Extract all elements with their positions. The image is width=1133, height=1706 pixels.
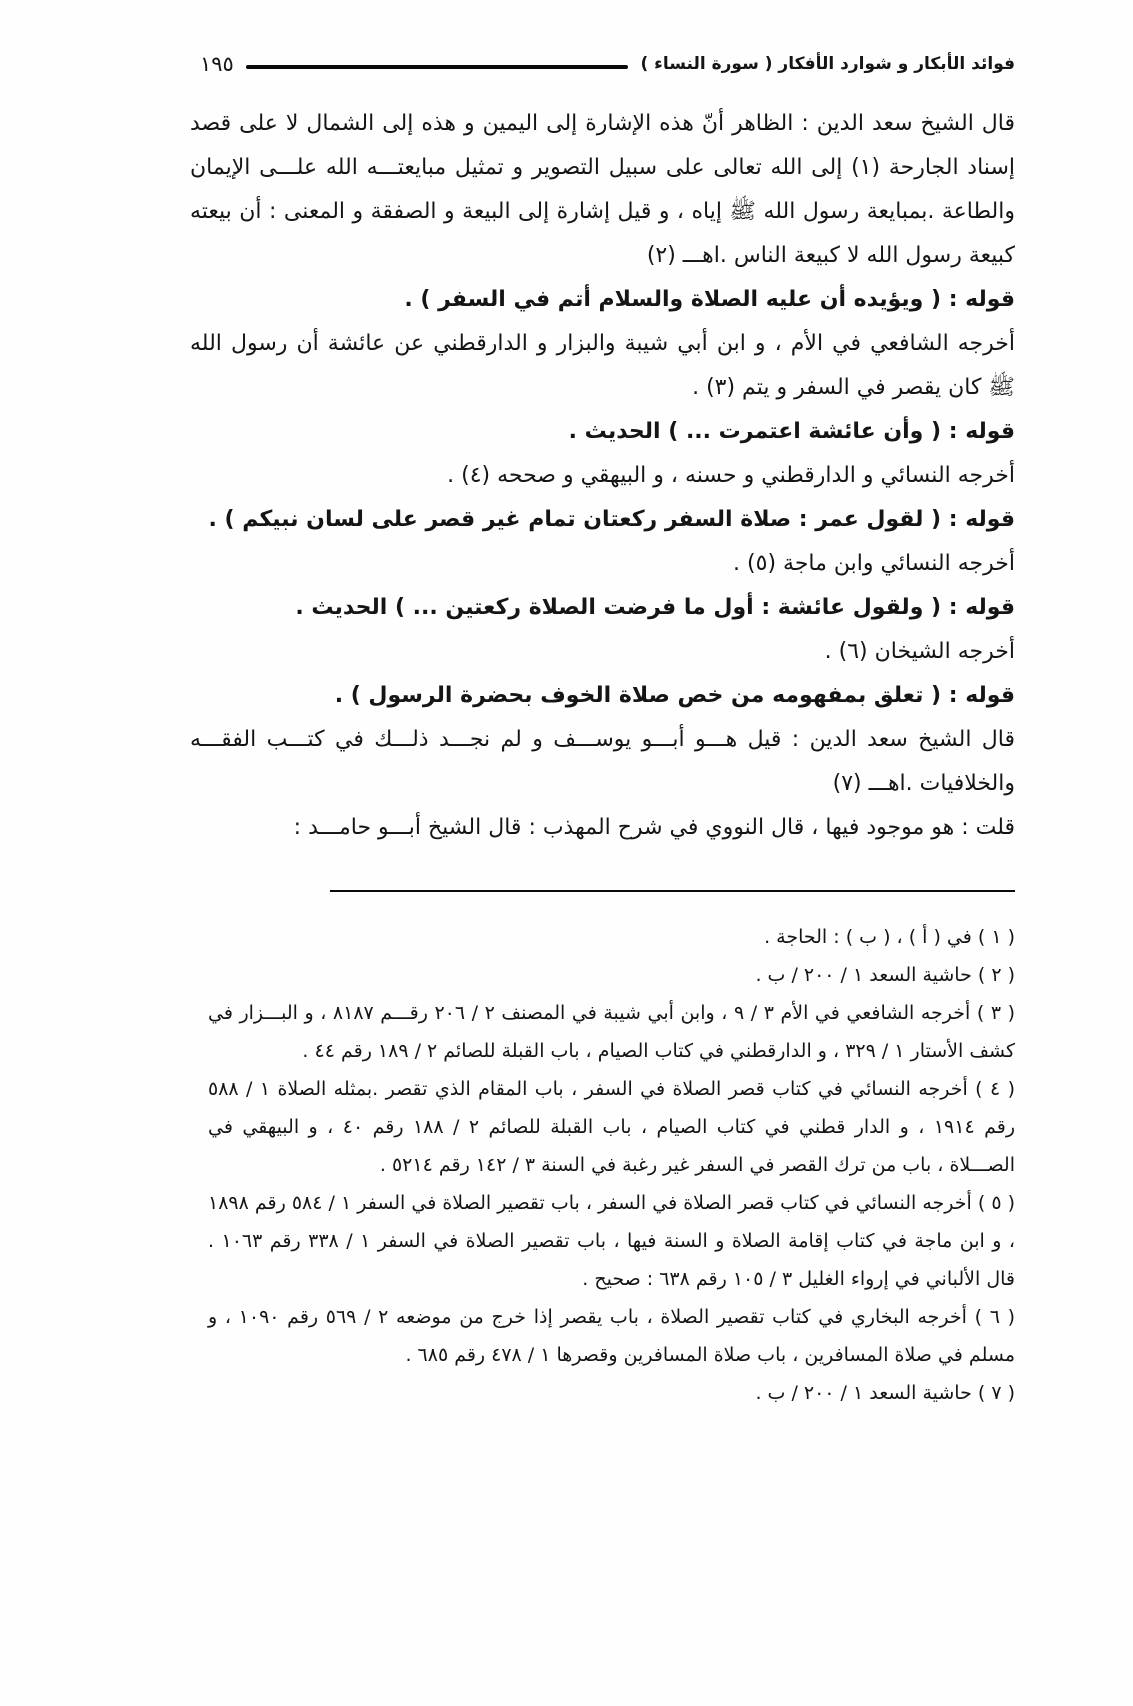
footnote-separator [330, 890, 1015, 892]
book-title: فوائد الأبكار و شوارد الأفكار ( سورة النساء ) [640, 54, 1015, 74]
qawluhu-heading: قوله : ( ولقول عائشة : أول ما فرضت الصلاة ركعتين ... ) الحديث . [295, 595, 1015, 620]
header-rule [246, 65, 629, 69]
footnote-item: ( ٦ ) أخرجه البخاري في كتاب تقصير الصلاة ، باب يقصر إذا خرج من موضعه ٢ / ٥٦٩ رقم ١٠٩٠ ، و مسلم في صلاة المسافرين ، باب صلاة المسافرين وقصرها ١ / ٤٧٨ رقم ٦٨٥ . [208, 1306, 1016, 1366]
body-paragraph: أخرجه الشيخان (٦) . [824, 639, 1015, 664]
body-paragraph: قال الشيخ سعد الدين : الظاهر أنّ هذه الإشارة إلى اليمين و هذه إلى الشمال لا على قصد إسناد الجارحة (١) إلى الله تعالى على سبيل التصوير و تمثيل مبايعتـــه الله علـــى الإيمان والطاعة .بمبايعة رسول الله ﷺ إياه ، و قيل إشارة إلى البيعة و الصفقة و المعنى : أن بيعته كبيعة رسول الله لا كبيعة الناس .اهـــ (٢) [190, 111, 1015, 268]
qawluhu-heading: قوله : ( ويؤيده أن عليه الصلاة والسلام أتم في السفر ) . [404, 287, 1015, 312]
body-paragraph: أخرجه النسائي وابن ماجة (٥) . [733, 551, 1015, 576]
body-paragraph: قلت : هو موجود فيها ، قال النووي في شرح المهذب : قال الشيخ أبـــو حامـــد : [293, 815, 1015, 840]
main-text [190, 102, 1015, 850]
footnote-item: ( ١ ) في ( أ ) ، ( ب ) : الحاجة . [764, 926, 1015, 948]
qawluhu-heading: قوله : ( تعلق بمفهومه من خص صلاة الخوف بحضرة الرسول ) . [334, 683, 1015, 708]
qawluhu-heading: قوله : ( وأن عائشة اعتمرت ... ) الحديث . [568, 419, 1015, 444]
footnote-item: ( ٣ ) أخرجه الشافعي في الأم ٣ / ٩ ، وابن أبي شيبة في المصنف ٢ / ٢٠٦ رقـــم ٨١٨٧ ، و البـــزار في كشف الأستار ١ / ٣٢٩ ، و الدارقطني في كتاب الصيام ، باب القبلة للصائم ٢ / ١٨٩ رقم ٤٤ . [208, 1002, 1016, 1062]
body-paragraph: أخرجه الشافعي في الأم ، و ابن أبي شيبة والبزار و الدارقطني عن عائشة أن رسول الله ﷺ كان يقصر في السفر و يتم (٣) . [190, 331, 1015, 400]
body-paragraph: أخرجه النسائي و الدارقطني و حسنه ، و البيهقي و صححه (٤) . [447, 463, 1015, 488]
page-header [0, 0, 1133, 76]
footnote-item: ( ٢ ) حاشية السعد ١ / ٢٠٠ / ب . [755, 964, 1015, 986]
footnotes-section [208, 918, 1015, 1412]
qawluhu-heading: قوله : ( لقول عمر : صلاة السفر ركعتان تمام غير قصر على لسان نبيكم ) . [208, 507, 1015, 532]
footnote-item: ( ٧ ) حاشية السعد ١ / ٢٠٠ / ب . [755, 1382, 1015, 1404]
page-number: ١٩٥ [200, 52, 234, 76]
footnote-item: ( ٥ ) أخرجه النسائي في كتاب قصر الصلاة في السفر ، باب تقصير الصلاة في السفر ١ / ٥٨٤ رقم ١٨٩٨ ، و ابن ماجة في كتاب إقامة الصلاة و السنة فيها ، باب تقصير الصلاة في السفر ١ / ٣٣٨ رقم ١٠٦٣ . قال الألباني في إرواء الغليل ٣ / ١٠٥ رقم ٦٣٨ : صحيح . [208, 1192, 1015, 1290]
body-paragraph: قال الشيخ سعد الدين : قيل هـــو أبـــو يوســـف و لم نجـــد ذلـــك في كتـــب الفقـــه والخلافيات .اهـــ (٧) [190, 727, 1015, 796]
footnote-item: ( ٤ ) أخرجه النسائي في كتاب قصر الصلاة في السفر ، باب المقام الذي تقصر .بمثله الصلاة ١ / ٥٨٨ رقم ١٩١٤ ، و الدار قطني في كتاب الصيام ، باب القبلة للصائم ٢ / ١٨٨ رقم ٤٠ ، و البيهقي في الصـــلاة ، باب من ترك القصر في السفر غير رغبة في السنة ٣ / ١٤٢ رقم ٥٢١٤ . [208, 1078, 1016, 1176]
